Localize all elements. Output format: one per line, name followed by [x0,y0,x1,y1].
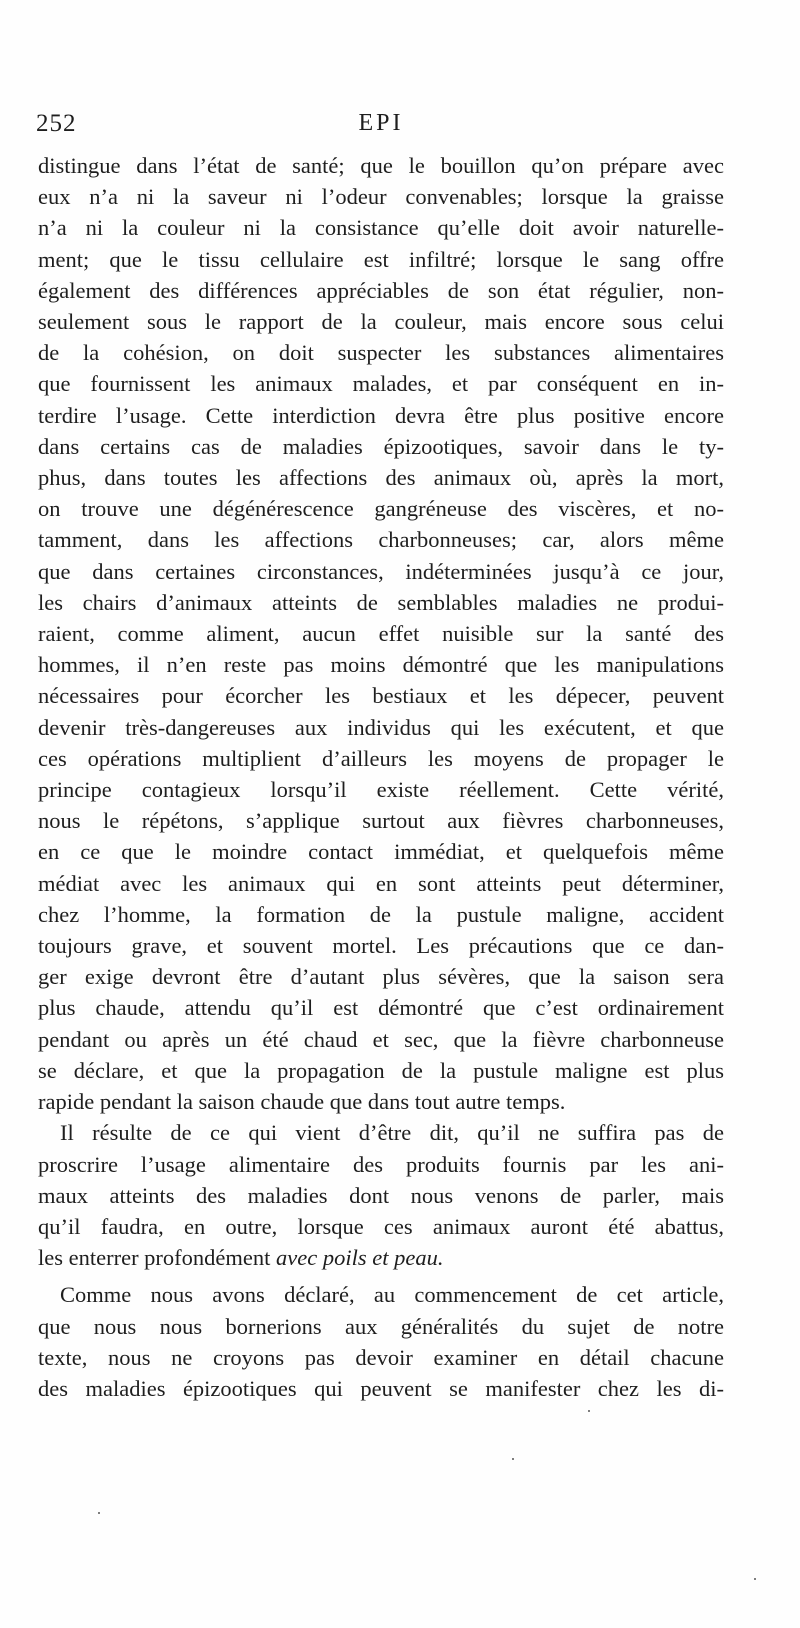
text-line: tamment, dans les affections charbonneuses; car, alors même [38,527,724,553]
text-line: ces opérations multiplient d’ailleurs les moyens de propager le [38,745,724,771]
text-line: chez l’homme, la formation de la pustule maligne, accident [38,901,724,927]
text-line: Comme nous avons déclaré, au commencement de cet article, [60,1282,724,1308]
text-line: phus, dans toutes les affections des animaux où, après la mort, [38,465,724,491]
text-line: plus chaude, attendu qu’il est démontré que c’est ordinairement [38,995,724,1021]
text-line: Il résulte de ce qui vient d’être dit, qu’il ne suffira pas de [60,1120,724,1146]
text-line: devenir très-dangereuses aux individus qui les exécutent, et que [38,714,724,740]
text-span: les enterrer profondément [38,1245,277,1271]
text-line: ment; que le tissu cellulaire est infiltré; lorsque le sang offre [38,246,724,272]
body-text [38,150,724,1404]
text-line: des maladies épizootiques qui peuvent se manifester chez les di- [38,1375,724,1401]
text-line: raient, comme aliment, aucun effet nuisible sur la santé des [38,621,724,647]
paragraph-2 [38,1117,724,1273]
text-line: que dans certaines circonstances, indéterminées jusqu’à ce jour, [38,558,724,584]
print-speck [754,1578,756,1580]
text-line: n’a ni la couleur ni la consistance qu’elle doit avoir naturelle- [38,215,724,241]
text-line: nécessaires pour écorcher les bestiaux et les dépecer, peuvent [38,683,724,709]
text-line: que fournissent les animaux malades, et par conséquent en in- [38,371,724,397]
text-line: qu’il faudra, en outre, lorsque ces animaux auront été abattus, [38,1213,724,1239]
text-line: toujours grave, et souvent mortel. Les précautions que ce dan- [38,933,724,959]
text-line: dans certains cas de maladies épizootiques, savoir dans le ty- [38,433,724,459]
text-line [38,1242,724,1273]
text-line: texte, nous ne croyons pas devoir examiner en détail chacune [38,1344,724,1370]
print-speck [588,1410,590,1412]
text-line: médiat avec les animaux qui en sont atteints peut déterminer, [38,870,724,896]
text-line: nous le répétons, s’applique surtout aux fièvres charbonneuses, [38,808,724,834]
print-speck [98,1512,100,1514]
text-line: on trouve une dégénérescence gangréneuse des viscères, et no- [38,496,724,522]
text-line: maux atteints des maladies dont nous venons de parler, mais [38,1182,724,1208]
text-line: les chairs d’animaux atteints de semblables maladies ne produi- [38,589,724,615]
section-title: EPI [358,110,404,136]
text-line: également des différences appréciables de son état régulier, non- [38,277,724,303]
paragraph-3 [38,1279,724,1404]
text-line: en ce que le moindre contact immédiat, et quelquefois même [38,839,724,865]
page-number: 252 [36,110,77,137]
text-line: hommes, il n’en reste pas moins démontré que les manipulations [38,652,724,678]
text-line: seulement sous le rapport de la couleur, mais encore sous celui [38,309,724,335]
text-line: distingue dans l’état de santé; que le bouillon qu’on prépare avec [38,153,724,178]
text-line: rapide pendant la saison chaude que dans tout autre temps. [38,1089,566,1115]
running-head [36,110,726,146]
text-line: pendant ou après un été chaud et sec, que la fièvre charbonneuse [38,1026,724,1052]
text-line: ger exige devront être d’autant plus sévères, que la saison sera [38,964,724,990]
text-line: eux n’a ni la saveur ni l’odeur convenables; lorsque la graisse [38,184,724,210]
print-speck [512,1458,514,1460]
text-line: se déclare, et que la propagation de la pustule maligne est plus [38,1057,724,1083]
text-line: principe contagieux lorsqu’il existe réellement. Cette vérité, [38,777,724,803]
italic-emphasis: avec poils et peau. [276,1245,444,1271]
text-line: que nous nous bornerions aux généralités du sujet de notre [38,1313,724,1339]
text-line: de la cohésion, on doit suspecter les substances alimentaires [38,340,724,366]
text-line: terdire l’usage. Cette interdiction devra être plus positive encore [38,402,724,428]
text-line: proscrire l’usage alimentaire des produits fournis par les ani- [38,1151,724,1177]
paragraph-1 [38,150,724,1117]
